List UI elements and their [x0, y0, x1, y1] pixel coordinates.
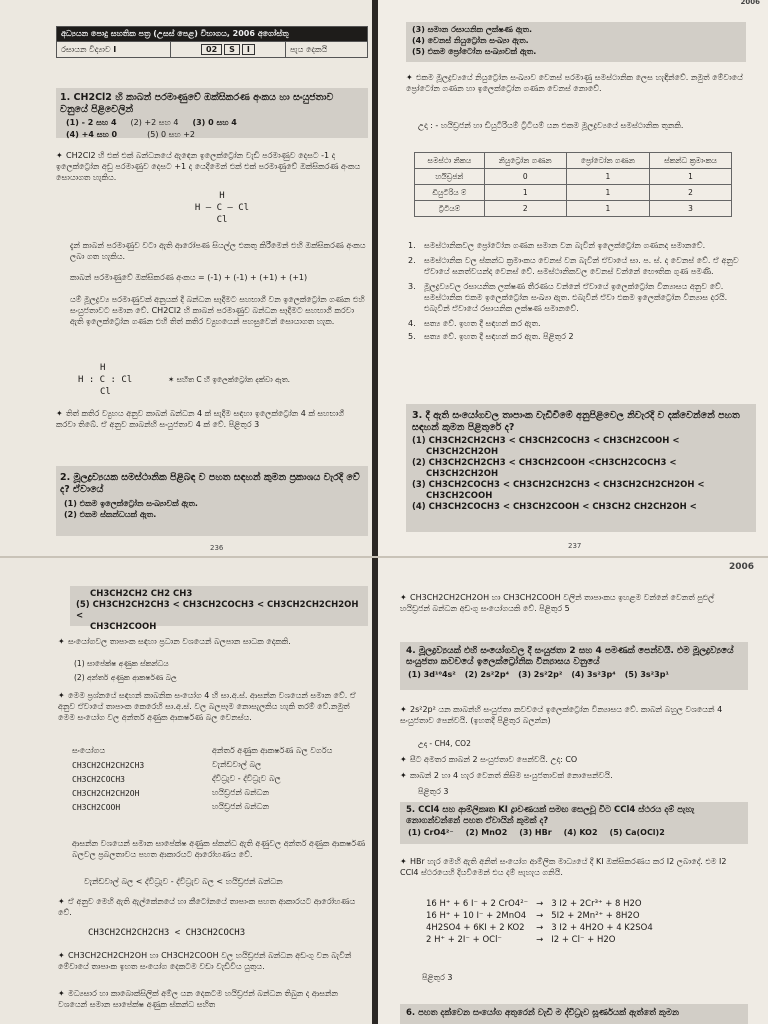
answer-q3-conclusion-text: CH3CH2CH2CH2OH හා CH3CH2COOH වලින් තාපාංකය ඉහළම වන්නේ වෙනත් පුළුල් හයිඩ්‍රජන් බන්ධන අඩංගු සංයෝගයකි වේ. පිළිතුර 5: [400, 593, 715, 613]
table-header-cell: සමස්ථා නිකය: [415, 153, 485, 169]
table-header: [72, 744, 368, 758]
hydrogen-bond-note-text: CH3CH2CH2CH2OH හා CH3CH2COOH වල හයිඩ්‍රජන් බන්ධන අඩංගු වන බැවින් මේවායේ තාපාංක ඉහත සංයෝග දෙකටම වඩා වැඩිවිය යුතුය.: [58, 951, 352, 971]
question-6: [400, 1004, 748, 1022]
arrow-icon: →: [536, 899, 544, 909]
answer-q5-explanation-text: HBr හැර මෙහි ඇති අනිත් සංයෝග ආම්ලික මාධ්‍යයේ දී KI ඔක්සිකරණය කර I2 ලබාදේ. එම I2 CCl4 ස්ථරයෙහි දියවීමෙන් එය දම් පැහැය ගනියි.: [400, 857, 727, 877]
equation-row: [422, 922, 657, 934]
paper-number: I: [113, 44, 117, 54]
table-header-cell: අන්තර් අණුක ආකර්ෂණ බල වර්ගය: [212, 746, 333, 755]
bullet-icon: ✦: [400, 857, 407, 866]
question-4-text: මූලද්‍රව්‍යයක් එහි සංයෝගවල දී සංයුජතා 2 සහ 4 පමණක් පෙන්වයි. එම මූලද්‍රව්‍යයේ සංයුජතා කවචයේ ඉලෙක්ට්‍රෝනික වින්‍යාසය වනුයේ: [406, 646, 734, 667]
list-marker: 2.: [408, 256, 416, 265]
answer-q4-final: පිළිතුර 3: [418, 787, 449, 796]
question-1-number: 1.: [60, 92, 71, 103]
q2-option-4: (4) වෙනස් නියුට්‍රෝන සංඛ්‍යා ඇත.: [412, 36, 529, 45]
equation-lhs: 4H2SO4 + 6KI + 2 KO2: [426, 923, 525, 933]
table-row: [72, 800, 368, 814]
code-a: 02: [201, 44, 222, 55]
table-header-cell: ප්‍රෝටෝන ගණන: [566, 153, 649, 169]
equation-row: [422, 910, 657, 922]
question-2-text: මූලද්‍රව්‍යයක සමස්ථානික පිළිබඳ ව පහත සඳහන් කුමන ප්‍රකාශය වැරදි වේ ද? ඒවායේ: [60, 472, 360, 495]
arrow-icon: →: [536, 911, 544, 921]
question-5-band: [400, 802, 748, 844]
answer-q4-2: [400, 754, 746, 765]
q3-option-2: (2) CH3CH2CH2CH3 < CH3CH2COOH <CH3CH2COCH3 <: [412, 458, 677, 468]
dot-note: ✶ සහිත C හි ඉලෙක්ට්‍රෝන දක්වා ඇත.: [168, 375, 291, 384]
question-4: [400, 642, 748, 669]
molar-mass-note-text: මෙම ප්‍රශ්නයේ සඳහන් කාබනික සංයෝග 4 හි සා.අ.ස්. ආසන්න වශයෙන් සමාන වේ. ඒ අනුව ඒවායේ තාපාංක කෙරෙහි සා.අ.ස්. වල බලපෑම නොසැලකිය හැකි තරම් වේ.නමුත් මෙම සංයෝග වල අන්තර් අණුක ආකර්ෂණ බල වෙනස්ය.: [58, 691, 356, 722]
exam-header-title: අධ්‍යයන පොදු සහතික පත්‍ර (උසස් පෙළ) විභාගය, 2006 අගෝස්තු: [57, 27, 368, 42]
list-marker: 5.: [408, 332, 416, 341]
equation-row: [422, 898, 657, 910]
question-6-text: පහත දක්වෙන සංයෝග අතුරෙන් වැඩි ම ද්විධ්‍රැව ඝූර්ණයක් ඇත්තේ කුමන: [418, 1008, 679, 1018]
question-3-band: [406, 404, 756, 532]
table-cell: 2: [484, 201, 566, 217]
dot-cross-structure: [78, 362, 158, 398]
q2-option-2: (2) එකම ස්කන්ධයක් ඇත.: [64, 510, 157, 519]
alkane-ketone-note: [58, 896, 368, 918]
answer-q4-3-text: කාබන් 2 හා 4 හැර වෙනත් කිසිම සංයුජතාවක් නොපෙන්වයි.: [410, 771, 613, 780]
strength-order-note: ආසන්න වශයෙන් සමාන සාපේක්ෂ අණුක ස්කන්ධ ඇති අණුවල අන්තර් අණුක ආකර්ෂණ බලවල ප්‍රබලතාවය පහත ආකාරයට ආරෝහණය වේ.: [72, 839, 366, 859]
q5-option-5: (5) Ca(OCl)2: [609, 828, 665, 837]
table-cell: ට්‍රිටියම්: [415, 201, 485, 217]
page-236: [0, 0, 372, 556]
q3-option-3: (3) CH3CH2COCH3 < CH3CH2CH2CH3 < CH3CH2CH2CH2OH <: [412, 480, 705, 490]
table-header-cell: නියුට්‍රෝන ගණන: [484, 153, 566, 169]
table-row: [72, 772, 368, 786]
code-cell: [170, 42, 285, 58]
list-item-text: මූලද්‍රව්‍යවල රසායනික ලක්ෂණ තීරණය වන්නේ ඒවායේ ඉලෙක්ට්‍රෝන වින්‍යාසය අනුව වේ. සමස්ථානික එකම ඉලෙක්ට්‍රෝන සංඛ්‍යා ඇත. එබැවින් ඒවා එකම ඉලෙක්ට්‍රෝන වින්‍යාස දරයි. එබැවින් ඒවායේ රසායනික ලක්ෂණ සමානවේ.: [424, 282, 728, 313]
answer-q4-3: [400, 770, 746, 781]
equation-lhs: 16 H⁺ + 6 I⁻ + 2 CrO4²⁻: [426, 899, 529, 909]
explanation-2: දැන් කාබන් පරමාණුව වටා ඇති ආරෝපණ සියල්ල එකතු කිරීමෙන් එහි ඔක්සිකරණ අංකය ලබා ගත හැකිය.: [70, 241, 366, 261]
list-item: [408, 281, 748, 314]
explanation-1-text: CH2Cl2 හි එක් එක් බන්ධනයේ ඇඳෙන ඉලෙක්ට්‍රෝන වැඩි පරමාණුව දෙසට -1 ද ඉලෙක්ට්‍රෝන අඩු පරමාණුව දෙසට +1 ද යෙදීමෙන් එක් එක් පරමාණුවේ ඔක්සිකරණ අංකය සොයාගත හැකිය.: [56, 151, 361, 182]
question-1: [56, 88, 368, 116]
table-cell: ඩියුටීරිය ම්: [415, 185, 485, 201]
answer-q4-example: උදා - CH4, CO2: [418, 739, 471, 748]
hydrogen-bond-note: [58, 950, 368, 972]
q3-option-3-cont: CH3CH2COOH: [426, 491, 493, 501]
page-number: 236: [210, 544, 224, 552]
question-5-text: CCl4 සහ ආම්ලිකෘත KI ද්‍රාවණයක් සමඟ සෙලවූ විට CCl4 ස්ථරය දම් පැහැ නොගන්වන්නේ පහත ඒවායින් කුමක් ද?: [406, 805, 695, 826]
bullet-icon: ✦: [58, 951, 65, 960]
q2-option-3: (3) සමාන රසායනික ලක්ෂණ ඇත.: [412, 25, 533, 34]
list-item-text: සමස්ථානිකවල ප්‍රෝටෝන ගණන සමාන වන බැවින් ඉලෙක්ට්‍රෝන ගණනද සමානවේ.: [424, 241, 706, 250]
question-1-band: [56, 88, 368, 138]
q2-option-1: (1) එකම ඉලෙක්ට්‍රෝන සංඛ්‍යාවක් ඇත.: [64, 499, 198, 508]
question-4-options: [400, 669, 748, 680]
q4-option-5: (5) 3s²3p¹: [624, 670, 669, 679]
bullet-icon: ✦: [58, 897, 65, 906]
table-header-cell: ස්කන්ධ ක්‍රමාංකය: [650, 153, 732, 169]
bp-factors-intro: [58, 636, 368, 647]
oxidation-formula: කාබන් පරමාණුවේ ඔක්සිකරණ අංකය = (-1) + (-1) + (+1) + (+1): [70, 273, 308, 282]
list-marker: 1.: [408, 241, 416, 250]
table-cell: 1: [650, 169, 732, 185]
question-2-number: 2.: [60, 472, 71, 483]
q4-option-2: (2) 2s²2p⁴: [464, 670, 510, 679]
list-item-text: සමස්ථානික වල ස්කන්ධ ක්‍රමාංකය වෙනස් වන බැවින් ඒවායේ සා. ප. ස්. ද වෙනස් වේ. ඒ අනුව ඒවායේ ඝනත්වයන්ද වෙනස් වේ. සමස්ථානිකවල වෙනස් වන්නේ භෞතික ගුණ පමණි.: [424, 256, 739, 276]
question-2-band: [56, 466, 368, 536]
table-cell: ද්විධ්‍රැව - ද්විධ්‍රැව බල: [212, 774, 281, 783]
factor-1: (1) සාපේක්ෂ අණුක ස්කන්ධය: [74, 659, 169, 668]
question-6-band: [400, 1004, 748, 1024]
subject-cell: [57, 42, 171, 58]
equation-row: [422, 934, 657, 946]
question-4-number: 4.: [406, 646, 416, 656]
list-item: [408, 318, 748, 329]
intermolecular-force-table: [72, 744, 368, 814]
page-237: [378, 0, 768, 556]
table-cell: 1: [566, 201, 649, 217]
structure-h-top: H: [219, 191, 225, 201]
bullet-icon: ✦: [400, 755, 407, 764]
explanation-4-text: තිත් කතිර ව්‍යුහය අනුව කාබන් බන්ධන 4 ක් සැදීම සඳහා ඉලෙක්ට්‍රෝන 4 ක් සහභාගී කරවා තිබේ. ඒ අනුව කාබන්හි සංයුජතාව 4 ක් වේ. පිළිතුර 3: [56, 409, 345, 429]
bullet-icon: ✦: [400, 705, 407, 714]
table-cell: හයිඩ්‍රජන් බන්ධන: [212, 788, 270, 797]
table-header-cell: සංයෝගය: [72, 746, 106, 755]
question-5-options: [400, 827, 748, 838]
dot-structure-cl: Cl: [100, 387, 111, 397]
list-item: [408, 255, 748, 277]
table-cell: CH3CH2COCH3: [72, 774, 125, 784]
equation-rhs: 5I2 + 2Mn²⁺ + 8H2O: [551, 911, 640, 921]
bullet-icon: ✦: [400, 593, 407, 602]
answer-q4-1: [400, 704, 746, 726]
alcohol-acid-note-text: මධ්‍යසාර හා කාබොක්සිලික් අම්ල යන දෙකටම හයිඩ්‍රජන් බන්ධන තිබුන ද ආසන්න වශයෙන් සමාන සාපේක්ෂ අණුක ස්කන්ධ සහිත: [58, 989, 338, 1009]
list-item: [408, 331, 748, 342]
equation-lhs: 16 H⁺ + 10 I⁻ + 2MnO4: [426, 911, 527, 921]
subject-name: රසායන විද්‍යාව: [61, 44, 111, 54]
q3-option-1: (1) CH3CH2CH2CH3 < CH3CH2COCH3 < CH3CH2COOH <: [412, 436, 680, 446]
answer-q4-2-text: සීට අමතර කාබන් 2 සංයුජතාව පෙන්වයි. උදා: CO: [410, 755, 578, 764]
q4-option-1: (1) 3d¹⁰4s²: [408, 670, 456, 679]
table-row: [415, 201, 732, 217]
table-cell: 1: [566, 185, 649, 201]
list-item-text: සත්‍ය වේ. ඉහත දී සඳහන් කර ඇත.: [424, 319, 541, 328]
molar-mass-note: [58, 690, 368, 723]
q3-option-5: (5) CH3CH2CH2CH3 < CH3CH2COCH3 < CH3CH2CH2CH2OH <: [76, 600, 359, 621]
table-cell: 1: [484, 185, 566, 201]
page-lower-left: [0, 558, 372, 1024]
q1-option-4: (4) +4 සහ 0: [66, 130, 118, 139]
dot-structure-middle: H : C : Cl: [78, 375, 133, 385]
q5-option-2: (2) MnO2: [465, 828, 508, 837]
table-row: [415, 185, 732, 201]
list-item-text: සත්‍ය වේ. ඉහත දී සඳහන් කර ඇත. පිළිතුර 2: [424, 332, 574, 341]
question-3-number: 3.: [412, 410, 423, 421]
q5-option-4: (4) KO2: [563, 828, 598, 837]
dot-structure-h: H: [100, 363, 106, 373]
exam-header: [56, 26, 368, 58]
code-b: S: [224, 44, 240, 55]
q4-option-4: (4) 3s²3p⁴: [571, 670, 616, 679]
table-cell: වැන්ඩවාල් බල: [212, 760, 262, 769]
question-4-band: [400, 642, 748, 690]
explanation-1: [56, 150, 366, 183]
alkane-ketone-note-text: ඒ අනුව මෙහි ඇති ඇල්කේනයේ හා කීටෝනයේ තාපාංක පහත ආකාරයට ආරෝහණය වේ.: [58, 897, 356, 917]
question-3-text: දී ඇති සංයෝගවල තාපාංක වැඩිවීමේ අනුපිළිවෙල නිවැරදි ව දක්වෙන්නේ පහත සඳහන් කුමන පිළිතුරේ ද?: [412, 410, 740, 433]
equation-lhs: 2 H⁺ + 2I⁻ + OCl⁻: [426, 935, 502, 945]
table-cell: හයිඩ්‍රජන් බන්ධන: [212, 802, 270, 811]
q1-option-3: (3) 0 සහ 4: [192, 118, 237, 127]
bullet-icon: ✦: [58, 691, 65, 700]
q1-option-1: (1) - 2 සහ 4: [66, 118, 117, 127]
table-cell: හයිඩ්‍රජන්: [415, 169, 485, 185]
bullet-icon: ✦: [400, 771, 407, 780]
duration-cell: පැය දෙකයි: [286, 42, 368, 58]
answer-q5-final: පිළිතුර 3: [422, 973, 453, 982]
question-2: [56, 466, 368, 498]
explanation-4: [56, 408, 366, 430]
bullet-icon: ✦: [58, 637, 65, 646]
factor-2: (2) අන්තර් අණුක ආකර්ෂණ බල: [74, 673, 177, 682]
question-3-options: [406, 436, 756, 513]
question-3: [406, 404, 756, 436]
code-c: I: [242, 44, 255, 55]
list-item: [408, 240, 748, 251]
answer-q3-conclusion: [400, 592, 746, 614]
explanation-3: යම් මූලද්‍රව්‍ය පරමාණුවක් අනුයක් දී බන්ධන සෑදීමට සහභාගී වන ඉලෙක්ට්‍රෝන ගණන එහි සංයුජතාවට සමාන වේ. CH2Cl2 හි කාබන් පරමාණුව බන්ධන සෑදීමට සහභාගී කරවා ඇති ඉලෙක්ට්‍රෝන ගණන එහි තිත් කතිර ව්‍යුහයෙන් පහසුවෙන් සොයාගත හැක.: [70, 295, 365, 326]
structure-cl-bottom: Cl: [216, 215, 228, 225]
page-lower-right: [378, 558, 768, 1024]
question-5: [400, 802, 748, 827]
isotope-table-header: [415, 153, 732, 169]
isotope-explanation-text: එකම මූලද්‍රව්‍යයේ නියුට්‍රෝන සංඛ්‍යාව වෙනස් පරමාණු සමස්ථානික ලෙස හැඳින්වේ. නමුත් මේවායේ ප්‍රෝටෝන ගණන හා ඉලෙක්ට්‍රෝන ගණන වෙනස් නොවේ.: [406, 73, 743, 93]
note-list: [408, 240, 748, 342]
bullet-icon: ✦: [406, 73, 413, 82]
q1-option-2: (2) +2 සහ 4: [130, 118, 179, 127]
answer-q5-explanation: [400, 856, 746, 878]
isotope-explanation: [406, 72, 746, 94]
bp-inequality: CH3CH2CH2CH2CH3 < CH3CH2COCH3: [88, 928, 246, 938]
alcohol-acid-note: [58, 988, 368, 1010]
q5-option-1: (1) CrO4²⁻: [408, 828, 454, 837]
q3-option-4: (4) CH3CH2COCH3 < CH3CH2COOH < CH3CH2 CH2CH2OH <: [412, 502, 697, 512]
list-marker: 4.: [408, 319, 416, 328]
isotope-example: උදා : - හයිඩ්‍රජන් හා ඩියුටීරියම් ට්‍රිටියම් යන එකම මූලද්‍රව්‍යයේ සමස්ථානික තුනකි.: [418, 121, 684, 130]
equation-rhs: I2 + Cl⁻ + H2O: [551, 935, 616, 945]
isotope-table: [414, 152, 732, 217]
table-cell: CH3CH2CH2CH2OH: [72, 788, 140, 798]
equation-rhs: 3 I2 + 2Cr³⁺ + 8 H2O: [551, 899, 642, 909]
answer-q4-1-text: 2s²2p² යන කාබන්හි සංයුජතා කවචයේ ඉලෙක්ට්‍රෝන වින්‍යාසය වේ. කාබන් බහුල වශයෙන් 4 සංයුජතාව පෙන්වයි. (ඉහතදී පිළිතුර බලන්න): [400, 705, 723, 725]
bullet-icon: ✦: [58, 989, 65, 998]
table-row: [72, 758, 368, 772]
question-1-options-row1: [56, 116, 368, 129]
arrow-icon: →: [536, 923, 544, 933]
page-number: 237: [568, 542, 582, 550]
year-label: 2006: [740, 0, 760, 6]
question-5-number: 5.: [406, 805, 416, 815]
table-cell: CH3CH2COOH: [72, 802, 121, 812]
table-cell: 1: [566, 169, 649, 185]
arrow-icon: →: [536, 935, 544, 945]
q2-options-continued: [406, 22, 746, 62]
equation-rhs: 3 I2 + 4H2O + 4 K2SO4: [551, 923, 653, 933]
table-cell: 0: [484, 169, 566, 185]
year-label: 2006: [728, 562, 754, 572]
question-6-number: 6.: [406, 1008, 416, 1018]
bullet-icon: ✦: [56, 151, 63, 160]
q4-option-3: (3) 2s²2p²: [518, 670, 563, 679]
q3-option-4-cont: CH3CH2CH2 CH2 CH3: [90, 589, 193, 599]
q2-option-5: (5) එකම ප්‍රෝටෝන සංඛ්‍යාවක් ඇත.: [412, 47, 537, 56]
q3-option-5-cont: CH3CH2COOH: [90, 622, 157, 632]
q3-option-1-cont: CH3CH2CH2OH: [426, 447, 499, 457]
ch2cl2-structure: [182, 190, 262, 226]
redox-equations: [422, 898, 657, 946]
table-cell: 3: [650, 201, 732, 217]
question-1-text: CH2Cl2 හි කාබන් පරමාණුවේ ඔක්සිකරණ අංකය හා සංයුජතාව වනුයේ පිළිවෙලින්: [60, 92, 334, 115]
q1-option-5: (5) 0 සහ +2: [147, 130, 196, 139]
table-row: [72, 786, 368, 800]
structure-middle: H — C — Cl: [194, 203, 250, 213]
table-cell: 2: [650, 185, 732, 201]
list-marker: 3.: [408, 282, 416, 291]
bullet-icon: ✦: [56, 409, 63, 418]
table-cell: CH3CH2CH2CH2CH3: [72, 760, 145, 770]
bp-factors-intro-text: සංයෝගවල තාපාංක සඳහා ප්‍රධාන වශයෙන් බලපාන සාධක දෙකකි.: [68, 637, 291, 646]
table-row: [415, 169, 732, 185]
force-order: වැන්ඩවාල් බල < ද්විධ්‍රැව - ද්විධ්‍රැව බල < හයිඩ්‍රජන් බන්ධන: [84, 877, 283, 886]
q3-option-5-band: [70, 586, 368, 632]
q5-option-3: (3) HBr: [519, 828, 552, 837]
q3-option-2-cont: CH3CH2CH2OH: [426, 469, 499, 479]
question-1-options-row2: [56, 129, 368, 140]
